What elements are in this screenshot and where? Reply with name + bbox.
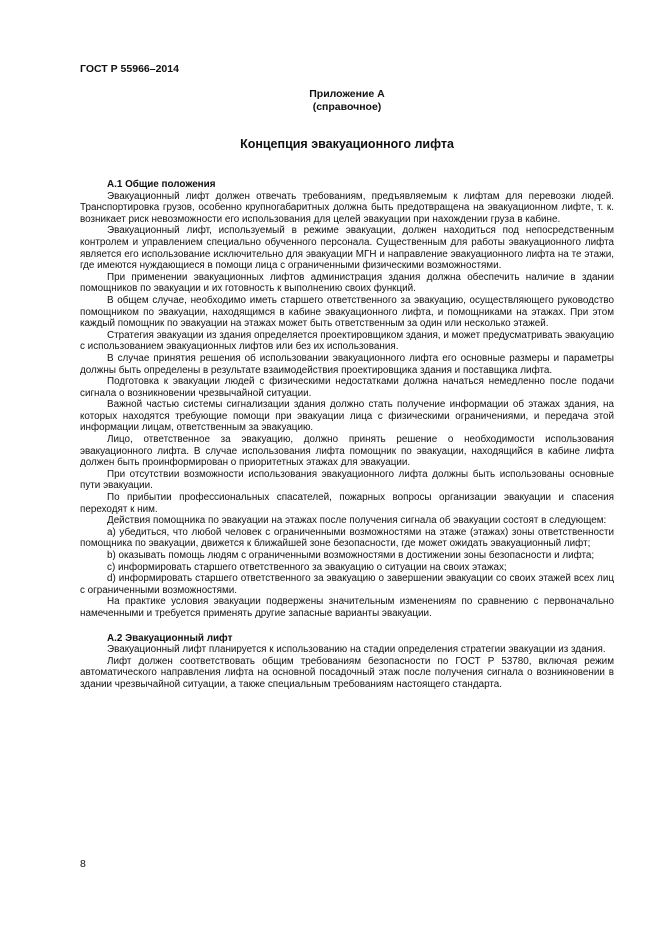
paragraph: Эвакуационный лифт, используемый в режиме эвакуации, должен находиться под непосредственным контролем и управлением специально обученного персонала. Существенным для работы эвакуационного лифта является его использование исключительно для эвакуации МГН и направление эвакуационного лифта на те этажи, где имеются нуждающиеся в помощи лица с ограниченными физическими возможностями. (80, 225, 614, 272)
paragraph: Стратегия эвакуации из здания определяется проектировщиком здания, и может предусматривать эвакуацию с использованием эвакуационных лифтов или без их использования. (80, 329, 614, 353)
list-item: d) информировать старшего ответственного за эвакуацию о завершении эвакуации со своих этажей всех лиц с ограниченными возможностями. (80, 573, 614, 596)
section-general (80, 179, 614, 620)
document-title: Концепция эвакуационного лифта (240, 137, 454, 151)
annex-heading (80, 88, 614, 114)
paragraph: В общем случае, необходимо иметь старшего ответственного за эвакуацию, осуществляющего руководство помощником по эвакуации, находящимся в кабине эвакуационного лифта, и помощниками на этажах. При этом каждый помощник по эвакуации на этажах может быть ответственным за один или несколько этажей. (80, 294, 614, 330)
paragraph: В случае принятия решения об использовании эвакуационного лифта его основные размеры и параметры должны быть определены в результате взаимодействия проектировщика здания и поставщика лифта. (80, 352, 614, 376)
paragraph: Действия помощника по эвакуации на этажах после получения сигнала об эвакуации состоят в следующем: (107, 515, 607, 527)
paragraph: Важной частью системы сигнализации здания должно стать получение информации об этажах здания, на которых находятся требующие помощи при эвакуации лица с физическими ограничениями, и передача этой информации лицам, ответственным за эвакуацию. (80, 399, 614, 434)
list-item: b) оказывать помощь людям с ограниченными возможностями в достижении зоны безопасности и лифта; (107, 550, 595, 561)
page-number: 8 (80, 858, 86, 870)
list-item: с) информировать старшего ответственного за эвакуацию о ситуации на своих этажах; (107, 561, 507, 573)
paragraph: По прибытии профессиональных спасателей, пожарных вопросы организации эвакуации и спасения переходят к ним. (80, 492, 614, 515)
section-evacuation-lift (80, 633, 614, 691)
paragraph: Подготовка к эвакуации людей с физическими недостатками должна начаться немедленно после подачи сигнала о возникновении чрезвычайной ситуации. (80, 376, 614, 399)
section-heading: А.2 Эвакуационный лифт (107, 632, 233, 644)
paragraph: При применении эвакуационных лифтов администрация здания должна обеспечить наличие в здании помощников по эвакуации и их готовность к выполнению своих функций. (80, 271, 614, 295)
paragraph: На практике условия эвакуации подвержены значительным изменениям по сравнению с первоначально намеченными и требуется применять другие запасные варианты эвакуации. (80, 596, 614, 619)
paragraph: Эвакуационный лифт должен отвечать требованиям, предъявляемым к лифтам для перевозки людей. Транспортировка грузов, особенно крупногабаритных должна быть предотвращена на эвакуационном лифте, т. к. возникает риск невозможности его использования для целей эвакуации при нахождении груза в кабине. (80, 190, 614, 225)
paragraph: При отсутствии возможности использования эвакуационного лифта должны быть использованы основные пути эвакуации. (80, 468, 614, 492)
standard-header: ГОСТ Р 55966–2014 (80, 63, 179, 75)
annex-label: Приложение А (309, 88, 385, 100)
paragraph: Лифт должен соответствовать общим требованиям безопасности по ГОСТ Р 53780, включая режим автоматического направления лифта на основной посадочный этаж после получения сигнала о возникновении в здании чрезвычайной ситуации, а также специальным требованиям настоящего стандарта. (80, 655, 614, 690)
document-body (80, 179, 614, 691)
annex-type: (справочное) (312, 101, 382, 113)
paragraph: Лицо, ответственное за эвакуацию, должно принять решение о необходимости использования эвакуационного лифта. В случае использования лифта помощник по эвакуации, находящийся в кабине лифта должен быть проинформирован о приоритетных этажах для эвакуации. (80, 434, 614, 469)
list-item: а) убедиться, что любой человек с ограниченными возможностями на этаже (этажах) зоны ответственности помощника по эвакуации, движется к ближайшей зоне безопасности, где может ожидать эвакуационный лифт; (80, 526, 614, 550)
paragraph: Эвакуационный лифт планируется к использованию на стадии определения стратегии эвакуации из здания. (107, 644, 606, 656)
section-heading: А.1 Общие положения (107, 179, 216, 190)
